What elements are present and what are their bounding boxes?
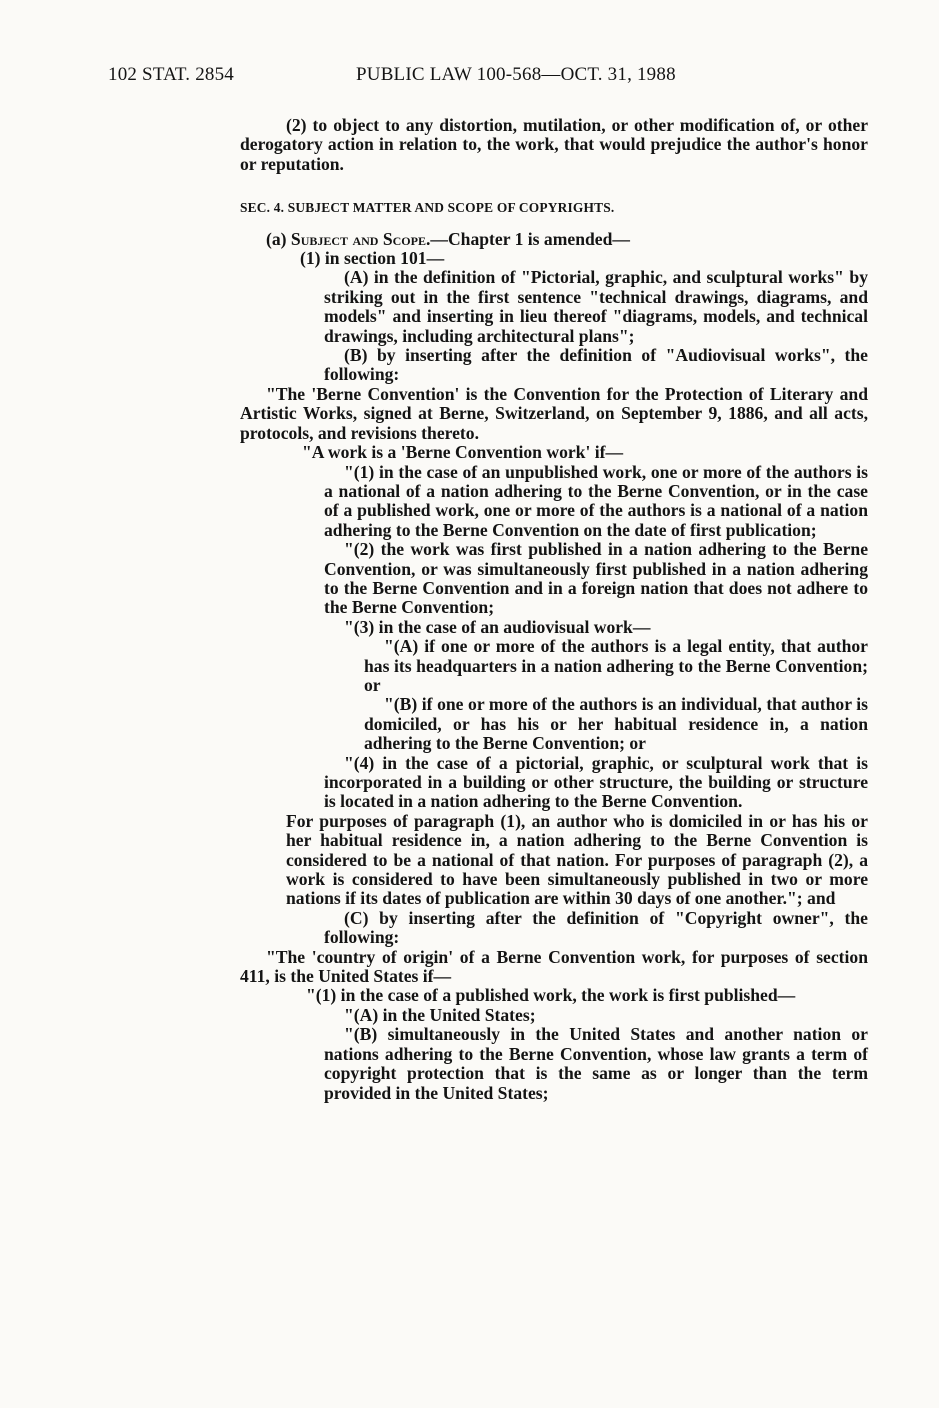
item-1: (1) in section 101— (300, 248, 445, 269)
subsection-a-caption: Subject and Scope. (290, 228, 431, 249)
subsection-a-label: (a) (266, 228, 291, 249)
country-origin-1-A: "(A) in the United States; (344, 1004, 536, 1025)
subsection-a (240, 230, 868, 249)
item-1-A: (A) in the definition of "Pictorial, graphic, and sculptural works" by striking out in the first sentence "technical drawings, diagrams, and models" and inserting in lieu thereof "diagrams, models, and technical drawings, including architectural plans"; (324, 267, 868, 346)
purposes-paragraph: For purposes of paragraph (1), an author who is domiciled in or has his or her habitual residence in, a nation adhering to the Berne Convention is considered to be a national of that nation. For purposes of paragraph (2), a work is considered to have been simultaneously published in two or more nations if its dates of publication are within 30 days of one another."; and (286, 810, 868, 909)
berne-work-3-A: "(A) if one or more of the authors is a legal entity, that author has its headquarters in a nation adhering to the Berne Convention; or (364, 636, 868, 695)
law-reference: PUBLIC LAW 100-568—OCT. 31, 1988 (356, 64, 676, 85)
berne-work-intro: "A work is a 'Berne Convention work' if— (302, 442, 624, 463)
country-origin-1-B: "(B) simultaneously in the United States and another nation or nations adhering to the Berne Convention, whose law grants a term of copyright protection that is the same as or longer than the term provided in the United States; (324, 1024, 868, 1103)
paragraph-2-object: (2) to object to any distortion, mutilation, or other modification of, or other derogatory action in relation to, the work, that would prejudice the author's honor or reputation. (240, 115, 868, 174)
berne-convention-definition: "The 'Berne Convention' is the Convention for the Protection of Literary and Artistic Works, signed at Berne, Switzerland, on September 9, 1886, and all acts, protocols, and revisions thereto. (240, 383, 868, 443)
page-reference: 102 STAT. 2854 (108, 64, 235, 85)
body-text (240, 116, 868, 1103)
berne-work-3-B: "(B) if one or more of the authors is an individual, that author is domiciled, or has his or her habitual residence in, a nation adhering to the Berne Convention; or (364, 694, 868, 754)
country-origin-1: "(1) in the case of a published work, the work is first published— (306, 985, 796, 1006)
running-head (108, 64, 868, 88)
berne-work-3: "(3) in the case of an audiovisual work— (344, 616, 651, 637)
berne-work-1: "(1) in the case of an unpublished work, one or more of the authors is a national of a nation adhering to the Berne Convention, or in the case of a published work, one or more of the authors is a national of a nation adhering to the Berne Convention on the date of first publication; (324, 461, 868, 540)
section-heading: SEC. 4. SUBJECT MATTER AND SCOPE OF COPYRIGHTS. (240, 200, 615, 216)
item-1-C: (C) by inserting after the definition of "Copyright owner", the following: (324, 907, 868, 948)
item-1-B: (B) by inserting after the definition of "Audiovisual works", the following: (324, 345, 868, 385)
berne-work-2: "(2) the work was first published in a nation adhering to the Berne Convention, or was simultaneously first published in a nation adhering to the Berne Convention and in a foreign nation that does not adhere to the Berne Convention; (324, 539, 868, 618)
country-of-origin-definition: "The 'country of origin' of a Berne Convention work, for purposes of section 411, is the United States if— (240, 946, 868, 987)
subsection-a-text: —Chapter 1 is amended— (430, 228, 630, 249)
berne-work-4: "(4) in the case of a pictorial, graphic, or sculptural work that is incorporated in a building or other structure, the building or structure is located in a nation adhering to the Berne Convention. (324, 752, 868, 812)
